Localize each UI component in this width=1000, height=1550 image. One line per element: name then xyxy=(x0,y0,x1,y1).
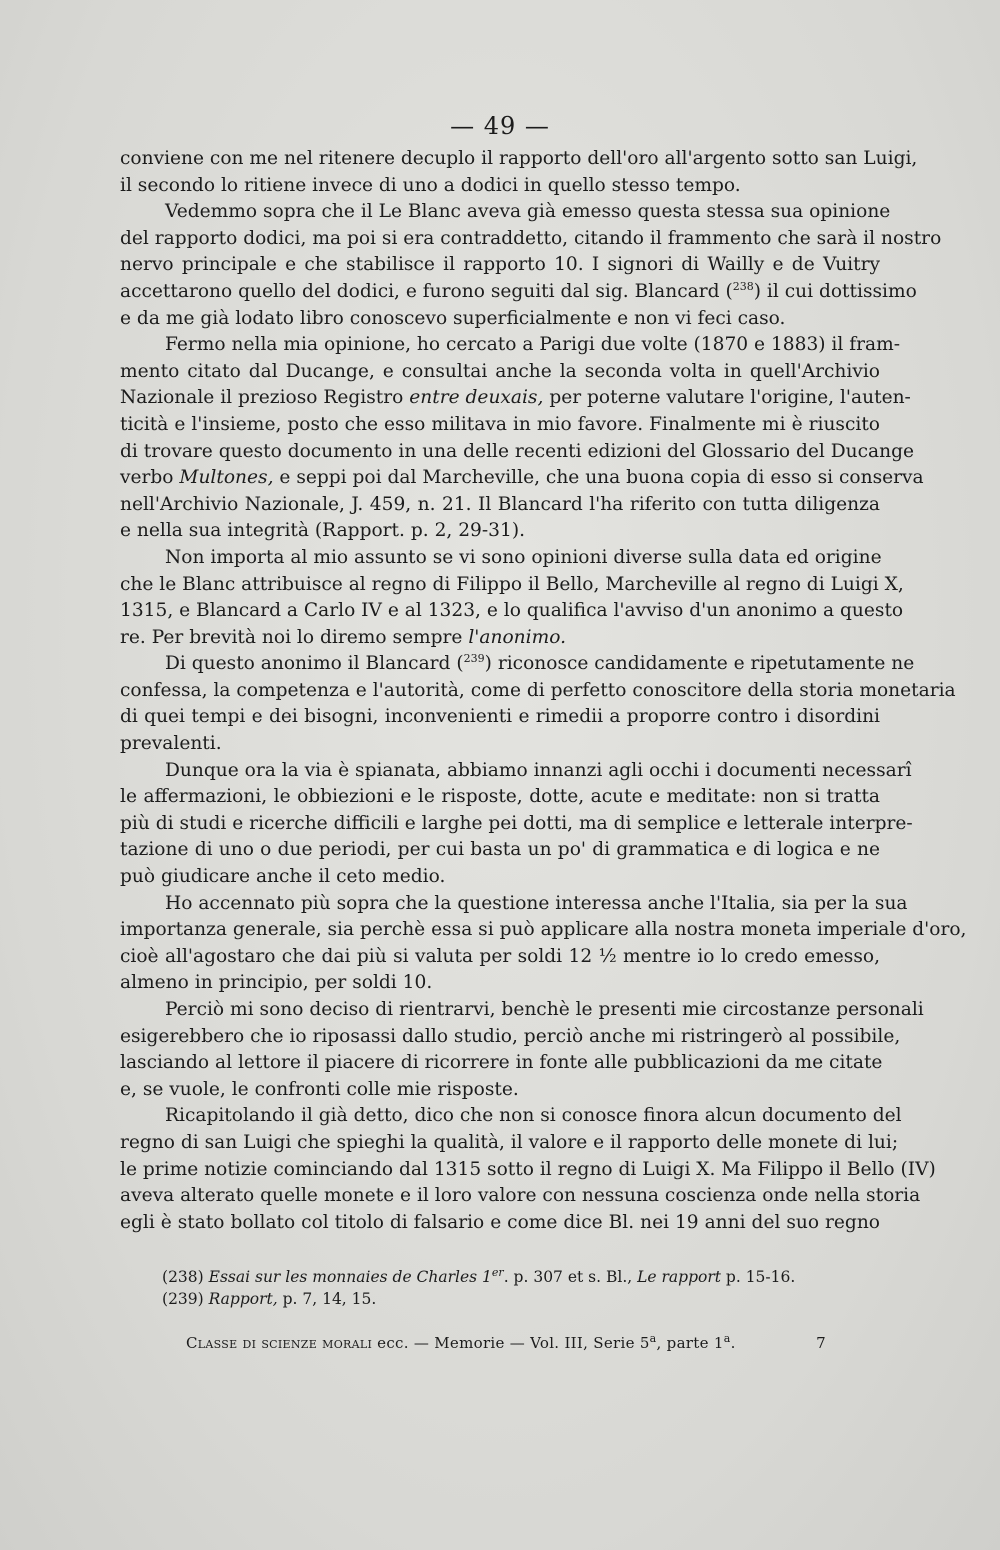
text-line: le prime notizie cominciando dal 1315 sotto il regno di Luigi X. Ma Filippo il Bello (IV) xyxy=(120,1158,936,1180)
text-line: importanza generale, sia perchè essa si può applicare alla nostra moneta imperiale d'oro, xyxy=(120,919,967,941)
text-line: prevalenti. xyxy=(120,733,222,755)
text-line: aveva alterato quelle monete e il loro valore con nessuna coscienza onde nella storia xyxy=(120,1185,921,1207)
text-line: regno di san Luigi che spieghi la qualità, il valore e il rapporto delle monete di lui; xyxy=(120,1131,899,1153)
text-line: re. Per brevità noi lo diremo sempre l'anonimo. xyxy=(120,626,567,648)
text-line: cioè all'agostaro che dai più si valuta per soldi 12 ½ mentre io lo credo emesso, xyxy=(120,945,880,967)
text-line: può giudicare anche il ceto medio. xyxy=(120,866,446,888)
text-line: del rapporto dodici, ma poi si era contraddetto, citando il frammento che sarà il nostro xyxy=(120,227,942,249)
text-line: Dunque ora la via è spianata, abbiamo innanzi agli occhi i documenti necessarî xyxy=(165,759,912,781)
footer-series: Classe di scienze morali xyxy=(186,1334,373,1352)
page-footer: Classe di scienze morali ecc. — Memorie — Vol. III, Serie 5$^a$, parte 1$^a$. 7 xyxy=(186,1332,826,1352)
text-line: mento citato dal Ducange, e consultai anche la seconda volta in quell'Archivio xyxy=(120,360,880,382)
text-line: lasciando al lettore il piacere di ricorrere in fonte alle pubblicazioni da me citate xyxy=(120,1052,883,1074)
signature-number: 7 xyxy=(816,1334,826,1352)
text-line: di trovare questo documento in una delle recenti edizioni del Glossario del Ducange xyxy=(120,440,915,462)
text-line: e da me già lodato libro conoscevo superficialmente e non vi feci caso. xyxy=(120,307,786,329)
text-line: le affermazioni, le obbiezioni e le risposte, dotte, acute e meditate: non si tratta xyxy=(120,786,880,808)
text-line: Fermo nella mia opinione, ho cercato a Parigi due volte (1870 e 1883) il fram- xyxy=(165,334,901,356)
text-line: Ricapitolando il già detto, dico che non si conosce finora alcun documento del xyxy=(165,1105,902,1127)
text-line: conviene con me nel ritenere decuplo il rapporto dell'oro all'argento sotto san Luigi, xyxy=(120,148,918,169)
page-number: — 49 — xyxy=(450,112,550,140)
text-line: il secondo lo ritiene invece di uno a dodici in quello stesso tempo. xyxy=(120,174,741,196)
text-line: Nazionale il prezioso Registro entre deuxais, per poterne valutare l'origine, l'auten- xyxy=(120,387,911,409)
text-line: che le Blanc attribuisce al regno di Filippo il Bello, Marcheville al regno di Luigi X, xyxy=(120,573,904,595)
text-line: ticità e l'insieme, posto che esso militava in mio favore. Finalmente mi è riuscito xyxy=(120,413,880,435)
text-line: e nella sua integrità (Rapport. p. 2, 29-31). xyxy=(120,520,525,542)
text-line: egli è stato bollato col titolo di falsario e come dice Bl. nei 19 anni del suo regno xyxy=(120,1211,880,1233)
footnote-ref: 238 xyxy=(732,279,754,293)
text-line: confessa, la competenza e l'autorità, come di perfetto conoscitore della storia monetaria xyxy=(120,679,956,701)
text-line: esigerebbero che io riposassi dallo studio, perciò anche mi ristringerò al possibile, xyxy=(120,1025,901,1047)
body-text xyxy=(120,146,967,1236)
text-line: almeno in principio, per soldi 10. xyxy=(120,972,433,994)
text-line: accettarono quello del dodici, e furono seguiti dal sig. Blancard ($^{238}$) il cui dottissimo xyxy=(120,279,917,302)
text-line: più di studi e ricerche difficili e larghe pei dotti, ma di semplice e letterale interpre- xyxy=(120,812,913,834)
text-line: Non importa al mio assunto se vi sono opinioni diverse sulla data ed origine xyxy=(165,546,882,568)
text-line: nervo principale e che stabilisce il rapporto 10. I signori di Wailly e de Vuitry xyxy=(120,254,880,276)
text-line: tazione di uno o due periodi, per cui basta un po' di grammatica e di logica e ne xyxy=(120,839,880,861)
text-line: Vedemmo sopra che il Le Blanc aveva già emesso questa stessa sua opinione xyxy=(165,201,891,223)
text-line: Ho accennato più sopra che la questione interessa anche l'Italia, sia per la sua xyxy=(165,892,908,914)
text-line: nell'Archivio Nazionale, J. 459, n. 21. Il Blancard l'ha riferito con tutta diligenza xyxy=(120,493,880,515)
text-line: verbo Multones, e seppi poi dal Marcheville, che una buona copia di esso si conserva xyxy=(120,467,924,489)
footnote-238: (238) Essai sur les monnaies de Charles 1er. p. 307 et s. Bl., Le rapport p. 15-16. xyxy=(162,1265,796,1286)
text-line: Perciò mi sono deciso di rientrarvi, benchè le presenti mie circostanze personali xyxy=(165,999,924,1020)
footnotes xyxy=(162,1266,862,1310)
text-line: Di questo anonimo il Blancard ($^{239}$) riconosce candidamente e ripetutamente ne xyxy=(165,652,915,675)
footnote-ref: 239 xyxy=(463,652,485,666)
text-line: 1315, e Blancard a Carlo IV e al 1323, e lo qualifica l'avviso d'un anonimo a questo xyxy=(120,600,904,622)
text-line: e, se vuole, le confronti colle mie risposte. xyxy=(120,1078,519,1100)
text-line: di quei tempi e dei bisogni, inconvenienti e rimedii a proporre contro i disordini xyxy=(120,706,880,728)
footnote-239: (239) Rapport, p. 7, 14, 15. xyxy=(162,1290,377,1308)
